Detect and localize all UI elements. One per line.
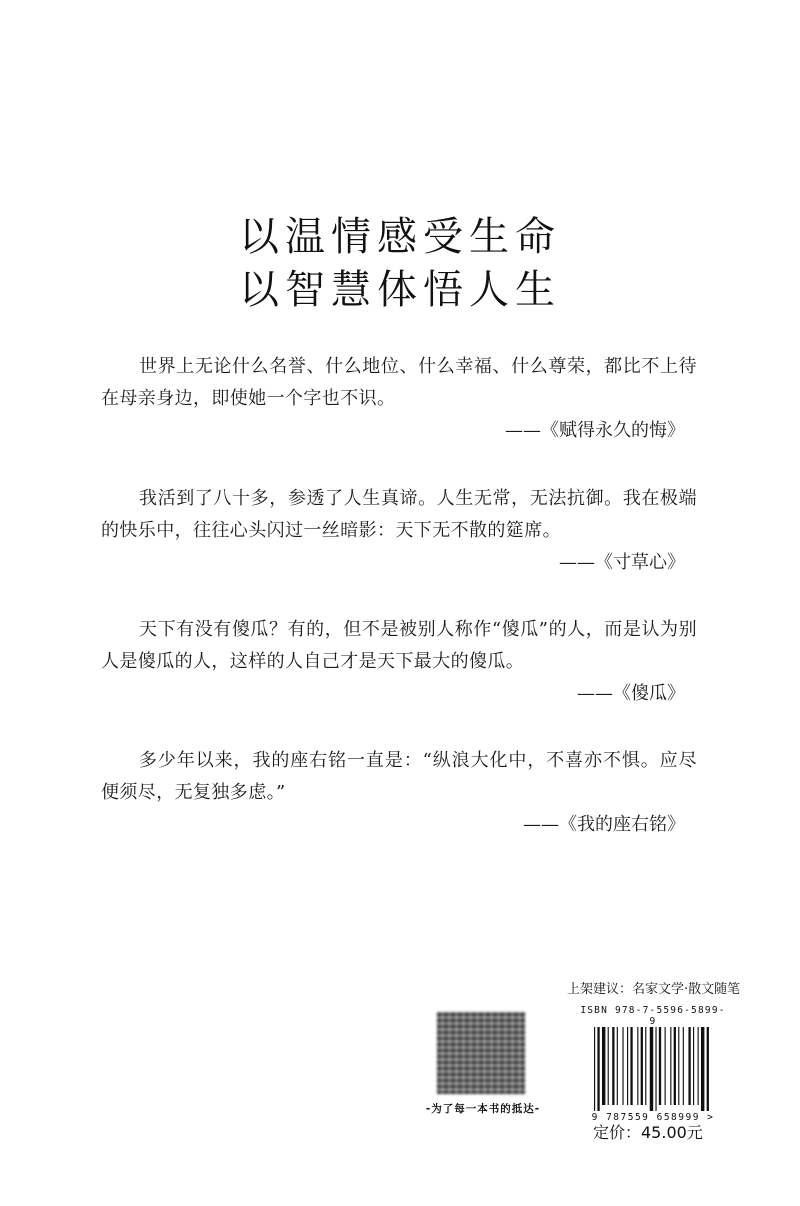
quote-source: ——《傻瓜》 bbox=[577, 683, 685, 704]
quote-source: ——《寸草心》 bbox=[559, 552, 685, 573]
quote-source: ——《赋得永久的悔》 bbox=[505, 420, 685, 441]
quote-text: 世界上无论什么名誉、什么地位、什么幸福、什么尊荣，都比不上待在母亲身边，即使她一个字也不识。 bbox=[101, 356, 697, 409]
shelf-suggestion: 上架建议：名家文学·散文随笔 bbox=[567, 982, 741, 997]
quote-text: 天下有没有傻瓜？有的，但不是被别人称作“傻瓜”的人，而是认为别人是傻瓜的人，这样的人自己才是天下最大的傻瓜。 bbox=[101, 619, 697, 672]
quote-source: ——《我的座右铭》 bbox=[523, 814, 685, 835]
quote-text: 我活到了八十多，参透了人生真谛。人生无常，无法抗御。我在极端的快乐中，往往心头闪过一丝暗影：天下无不散的筵席。 bbox=[101, 488, 697, 541]
quote-block bbox=[101, 745, 697, 841]
quote-block bbox=[101, 483, 697, 579]
qr-caption: -为了每一本书的抵达- bbox=[425, 1103, 541, 1115]
qr-code bbox=[437, 1012, 525, 1094]
cover-title-line-1: 以温情感受生命 bbox=[239, 214, 561, 260]
isbn-barcode bbox=[578, 1005, 728, 1123]
quote-block bbox=[101, 614, 697, 710]
ean-digits: 9 787559 658999 > bbox=[591, 1112, 715, 1123]
cover-title-line-2: 以智慧体悟人生 bbox=[239, 267, 561, 313]
quote-block bbox=[101, 351, 697, 447]
isbn-label: ISBN 978-7-5596-5899-9 bbox=[580, 1005, 726, 1027]
price-label: 定价：45.00元 bbox=[593, 1123, 703, 1142]
barcode-bars bbox=[592, 1027, 712, 1111]
quote-text: 多少年以来，我的座右铭一直是：“纵浪大化中，不喜亦不惧。应尽便须尽，无复独多虑。” bbox=[101, 750, 697, 803]
